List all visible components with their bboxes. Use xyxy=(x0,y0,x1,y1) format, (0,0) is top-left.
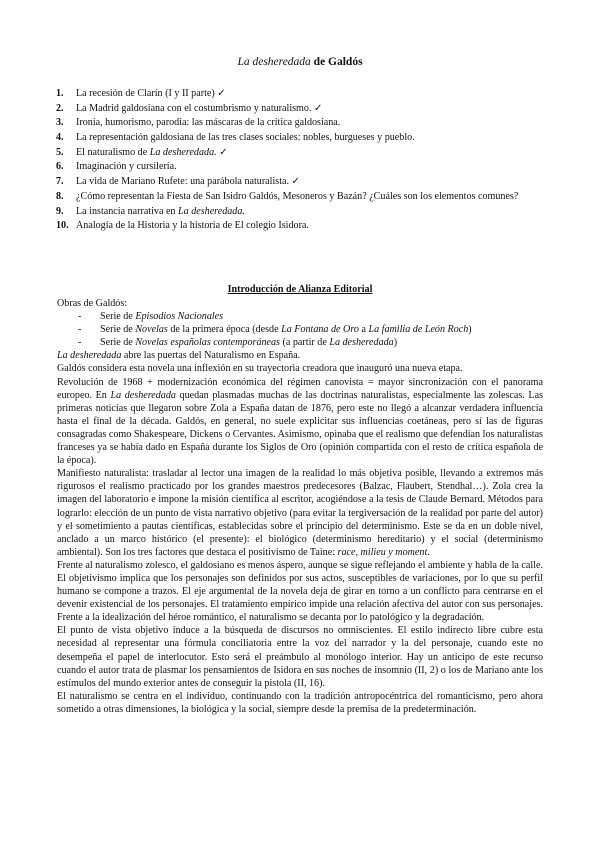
list-item: 3. Ironía, humorismo, parodia: las máscaras de la crítica galdosiana. xyxy=(56,117,341,129)
list-item: 10. Analogía de la Historia y la historia de El colegio Isidora. xyxy=(56,220,309,232)
document-body xyxy=(57,297,543,716)
paragraph: Galdós considera esta novela una inflexión en su trayectoria creadora que inauguró una nueva etapa. xyxy=(57,363,463,375)
title-italic: La desheredada xyxy=(237,56,311,68)
paragraph: Revolución de 1968 + modernización económica del régimen canovista = mayor sincronización con el panorama europeo. En La desheredada quedan plasmadas muchas de las doctrinas naturalistas, especialmente las zolescas. Las primeras noticias que llegaron sobre Zola a España datan de 1876, pero este no llegó a alcanzar verdadera influencia hasta el final de la década. Galdós, en general, no suele explicitar sus influencias coetáneas, pero sí las de figuras consagradas como Shakespeare, Dickens o Cervantes. Asimismo, opinaba que el realismo que defendían los naturalistas franceses ya se había dado en España durante los Siglos de Oro (opinión compartida con el resto de crítica española de la época). xyxy=(57,376,544,467)
page-title xyxy=(0,56,600,69)
paragraph: Frente al naturalismo zolesco, el galdosiano es menos áspero, aunque se sigue reflejando el ambiente y habla de la calle. El objetivismo implica que los personajes son definidos por sus actos, susceptibles de variaciones, por lo que su perfil humano se compone a trazos. El eje argumental de la novela deja de girar en torno a un conflicto para centrarse en el devenir existencial de los personajes. El tratamiento empírico impide una relación afectiva del autor con sus personajes. Frente a la idealización del héroe romántico, el naturalismo se decanta por lo patológico y la degradación. xyxy=(57,559,543,624)
title-rest: de Galdós xyxy=(310,56,363,68)
list-item: 4. La representación galdosiana de las tres clases sociales: nobles, burgueses y pueblo. xyxy=(56,132,415,144)
checkmark-icon: ✓ xyxy=(219,146,228,158)
list-item: - Serie de Novelas españolas contemporáneas (a partir de La desheredada) xyxy=(78,337,398,349)
list-item: 9. La instancia narrativa en La desheredada. xyxy=(56,205,245,217)
topic-list xyxy=(56,87,546,234)
paragraph: El naturalismo se centra en el individuo, continuando con la tradición antropocéntrica del romanticismo, pero ahora sometido a otras dimensiones, la biológica y la social, siempre desde la premisa de la predeterminación. xyxy=(57,690,543,715)
list-item: 1. La recesión de Clarín (I y II parte) ✓ xyxy=(56,88,226,99)
list-item: 6. Imaginación y cursilería. xyxy=(56,161,177,173)
checkmark-icon: ✓ xyxy=(291,176,300,188)
obras-heading: Obras de Galdós: xyxy=(57,298,128,309)
paragraph: Manifiesto naturalista: trasladar al lector una imagen de la realidad lo más objetiva posible, llevando a extremos más rigurosos el realismo practicado por los grandes maestros predecesores (Balzac, Flaubert, Stendhal…). Zola crea la imagen del laboratorio e impone la misión científica al escritor, acogiéndose a la tesis de Claude Bernard. Métodos para lograrlo: elección de un punto de vista narrativo objetivo (para evitar la tergiversación de la realidad por parte del autor) y el sometimiento a pautas científicas, establecidas sobre el principio del determinismo. Este se da en un doble nivel, anclado a un marco histórico (el presente): el biológico (determinismo hereditario) y el social (determinismo ambiental). Son los tres factores que destaca el positivismo de Taine: race, milieu y moment. xyxy=(57,468,543,558)
checkmark-icon: ✓ xyxy=(217,88,226,99)
list-item: - Serie de Episodios Nacionales xyxy=(78,311,224,323)
list-item: 7. La vida de Mariano Rufete: una parábola naturalista. ✓ xyxy=(56,176,300,188)
paragraph: La desheredada abre las puertas del Naturalismo en España. xyxy=(57,350,301,362)
list-item: - Serie de Novelas de la primera época (desde La Fontana de Oro a La familia de León Roch) xyxy=(78,324,472,336)
list-item: 2. La Madrid galdosiana con el costumbrismo y naturalismo. ✓ xyxy=(56,102,323,114)
checkmark-icon: ✓ xyxy=(314,102,323,114)
section-title: Introducción de Alianza Editorial xyxy=(227,284,373,295)
paragraph: El punto de vista objetivo induce a la búsqueda de discursos no omniscientes. El estilo indirecto libre cubre esta necesidad al representar una fórmula conciliatoria entre la voz del narrador y la del personaje, cuando este no desempeña el papel de interlocutor. Esto será el preámbulo al monólogo interior. Hay un anticipo de este recurso cuando el autor trata de plasmar los pensamientos de Isidora en sus noches de insomnio (II, 2) o los de Mariano ante los estímulos del mundo exterior antes de conseguir la pistola (II, 16). xyxy=(57,625,543,689)
list-item: 5. El naturalismo de La desheredada. ✓ xyxy=(56,146,228,158)
list-item: 8. ¿Cómo representan la Fiesta de San Isidro Galdós, Mesoneros y Bazán? ¿Cuáles son los elementos comunes? xyxy=(56,190,519,202)
